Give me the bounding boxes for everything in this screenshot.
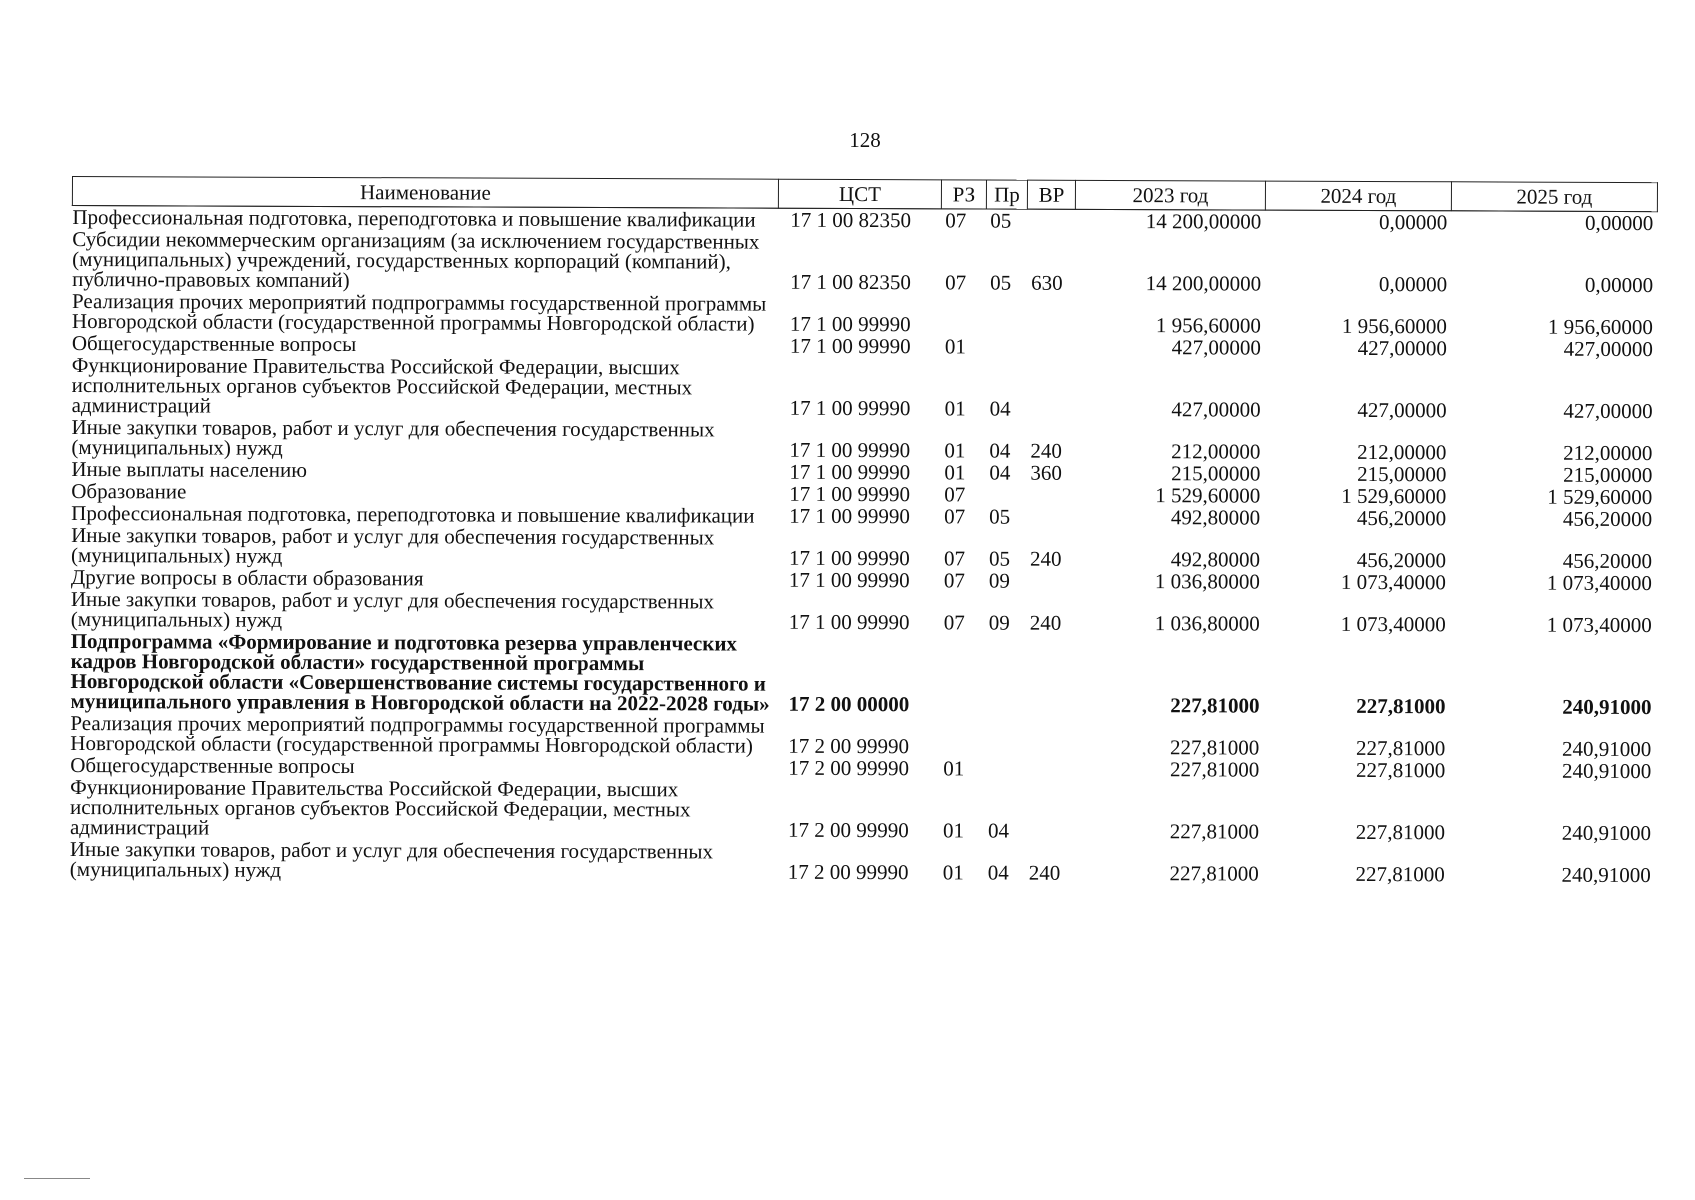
row-2025-cell: 240,91000 bbox=[1562, 694, 1652, 720]
row-2025-cell: 1 956,60000 bbox=[1547, 314, 1653, 340]
row-2023-cell: 1 036,80000 bbox=[1154, 569, 1260, 594]
row-2024-cell: 1 073,40000 bbox=[1340, 569, 1446, 595]
header-pr: Пр bbox=[986, 180, 1027, 209]
row-pr-cell bbox=[984, 634, 1025, 716]
row-2024-cell: 1 529,60000 bbox=[1341, 483, 1447, 509]
row-cst-cell: 17 2 00 99990 bbox=[788, 733, 910, 759]
row-2023-cell: 427,00000 bbox=[1171, 335, 1261, 360]
table-row bbox=[71, 524, 1656, 572]
row-name-cell: Профессиональная подготовка, переподготовка и повышение квалификации bbox=[72, 205, 756, 232]
row-2023-cell: 227,81000 bbox=[1169, 819, 1260, 844]
header-2025: 2025 год bbox=[1451, 182, 1657, 212]
row-name-cell: Иные закупки товаров, работ и услуг для обеспечения государственных (муниципальных) нужд bbox=[69, 836, 714, 882]
row-pr-cell bbox=[985, 484, 1026, 506]
row-rz-cell: 07 bbox=[943, 546, 966, 571]
row-rz-cell: 01 bbox=[944, 460, 966, 485]
table-row bbox=[72, 354, 1657, 422]
row-name-cell: Другие вопросы в области образования bbox=[70, 564, 424, 591]
row-name-cell: Общегосударственные вопросы bbox=[71, 331, 357, 357]
row-2025-cell: 1 529,60000 bbox=[1547, 484, 1653, 510]
row-2023-cell: 1 036,80000 bbox=[1154, 611, 1260, 636]
row-vr-cell bbox=[1027, 209, 1075, 232]
row-pr-cell bbox=[986, 294, 1027, 336]
row-vr-cell: 240 bbox=[1030, 438, 1062, 463]
row-vr-cell bbox=[1025, 634, 1073, 716]
row-2024-cell: 0,00000 bbox=[1379, 210, 1448, 235]
row-2023-cell: 227,81000 bbox=[1170, 693, 1260, 718]
row-rz-cell: 01 bbox=[942, 818, 965, 843]
row-2023-cell: 492,80000 bbox=[1170, 547, 1261, 572]
row-vr-cell bbox=[1027, 336, 1075, 358]
row-vr-cell bbox=[1027, 294, 1075, 336]
row-rz-cell: 01 bbox=[943, 756, 965, 781]
row-2024-cell: 456,20000 bbox=[1356, 547, 1447, 573]
row-cst-cell: 17 2 00 00000 bbox=[788, 691, 910, 717]
footer-rule bbox=[24, 1178, 90, 1179]
row-vr-cell bbox=[1025, 780, 1073, 842]
row-2023-cell: 227,81000 bbox=[1169, 861, 1259, 886]
table-row bbox=[70, 712, 1655, 760]
row-2023-cell: 227,81000 bbox=[1169, 757, 1260, 782]
row-cst-cell: 17 1 00 99990 bbox=[789, 333, 911, 359]
row-rz-cell: 07 bbox=[943, 610, 965, 635]
row-pr-cell: 04 bbox=[989, 460, 1011, 485]
row-2025-cell: 0,00000 bbox=[1584, 272, 1654, 298]
row-cst-cell: 17 1 00 82350 bbox=[790, 207, 912, 233]
row-vr-cell bbox=[1026, 484, 1074, 506]
row-name-cell: Иные выплаты населению bbox=[71, 456, 307, 482]
row-cst-cell: 17 1 00 99990 bbox=[789, 481, 911, 507]
row-2023-cell: 14 200,00000 bbox=[1145, 271, 1262, 296]
row-vr-cell: 360 bbox=[1030, 460, 1062, 485]
row-vr-cell bbox=[1025, 758, 1073, 780]
row-pr-cell: 05 bbox=[990, 270, 1012, 295]
row-rz-cell: 07 bbox=[945, 208, 967, 233]
row-rz-cell bbox=[939, 633, 984, 715]
row-name-cell: Функционирование Правительства Российской Федерации, высших исполнительных органов субъектов Российской Федерации, местных администраций bbox=[71, 353, 693, 418]
row-name-cell: Иные закупки товаров, работ и услуг для обеспечения государственных (муниципальных) нужд bbox=[70, 586, 715, 632]
row-cst-cell: 17 1 00 99990 bbox=[788, 609, 910, 635]
row-2025-cell: 1 073,40000 bbox=[1546, 612, 1652, 638]
row-cst-cell: 17 1 00 99990 bbox=[789, 395, 911, 421]
row-cst-cell: 17 1 00 82350 bbox=[790, 269, 911, 295]
row-vr-cell bbox=[1025, 716, 1073, 758]
row-pr-cell: 09 bbox=[988, 610, 1010, 635]
row-rz-cell: 07 bbox=[945, 270, 967, 295]
row-2023-cell: 492,80000 bbox=[1170, 505, 1261, 530]
row-2025-cell: 427,00000 bbox=[1563, 398, 1653, 424]
row-2023-cell: 215,00000 bbox=[1171, 461, 1261, 486]
row-cst-cell: 17 1 00 99990 bbox=[788, 545, 910, 571]
table-body bbox=[70, 206, 1658, 887]
row-2024-cell: 0,00000 bbox=[1378, 272, 1448, 297]
row-pr-cell: 04 bbox=[987, 818, 1010, 843]
row-2023-cell: 427,00000 bbox=[1171, 397, 1261, 422]
row-2024-cell: 427,00000 bbox=[1357, 397, 1447, 423]
row-name-cell: Субсидии некоммерческим организациям (за исключением государственных (муниципальных) учреждений, государственных корпораций (компаний), публично-правовых компаний) bbox=[72, 227, 760, 293]
header-name: Наименование bbox=[72, 177, 778, 209]
row-name-cell: Реализация прочих мероприятий подпрограммы государственной программы Новгородской области (государственной программы Новгородской области) bbox=[70, 710, 765, 758]
row-name-cell: Иные закупки товаров, работ и услуг для обеспечения государственных (муниципальных) нужд bbox=[70, 522, 715, 568]
budget-table bbox=[69, 176, 1658, 886]
row-rz-cell: 07 bbox=[944, 504, 966, 529]
row-name-cell: Общегосударственные вопросы bbox=[70, 752, 355, 779]
row-2024-cell: 227,81000 bbox=[1355, 757, 1446, 783]
row-2024-cell: 212,00000 bbox=[1357, 439, 1447, 465]
row-2024-cell: 227,81000 bbox=[1355, 819, 1446, 845]
row-pr-cell: 05 bbox=[990, 208, 1012, 233]
row-2024-cell: 215,00000 bbox=[1357, 461, 1447, 487]
row-cst-cell: 17 1 00 99990 bbox=[789, 311, 911, 337]
header-cst: ЦСТ bbox=[778, 179, 941, 209]
row-2025-cell: 240,91000 bbox=[1562, 736, 1652, 762]
row-rz-cell: 01 bbox=[944, 334, 966, 359]
row-vr-cell: 240 bbox=[1029, 546, 1062, 571]
row-2024-cell: 227,81000 bbox=[1356, 693, 1446, 719]
table-row bbox=[72, 290, 1657, 338]
row-2025-cell: 212,00000 bbox=[1563, 440, 1653, 466]
row-rz-cell: 01 bbox=[944, 396, 966, 421]
row-2025-cell: 240,91000 bbox=[1561, 862, 1651, 888]
row-2025-cell: 215,00000 bbox=[1563, 462, 1653, 488]
row-rz-cell: 07 bbox=[943, 568, 965, 593]
page-number: 128 bbox=[849, 128, 881, 152]
row-pr-cell: 04 bbox=[989, 396, 1011, 421]
row-cst-cell: 17 2 00 99990 bbox=[787, 817, 909, 843]
row-rz-cell bbox=[939, 715, 984, 757]
row-2024-cell: 1 956,60000 bbox=[1341, 313, 1447, 339]
row-2025-cell: 427,00000 bbox=[1563, 336, 1653, 362]
row-name-cell: Подпрограмма «Формирование и подготовка резерва управленческих кадров Новгородской области» государственной программы Новгородской области «Совершенствование системы государственного и муниципального управления в Новгородской области на 2022-2028 годы» bbox=[70, 628, 770, 716]
row-2025-cell: 240,91000 bbox=[1561, 820, 1652, 846]
row-pr-cell: 05 bbox=[988, 546, 1011, 571]
table-row bbox=[71, 588, 1656, 636]
row-2023-cell: 1 956,60000 bbox=[1155, 313, 1261, 338]
row-cst-cell: 17 2 00 99990 bbox=[787, 859, 909, 885]
row-2025-cell: 1 073,40000 bbox=[1546, 570, 1652, 596]
row-rz-cell: 01 bbox=[944, 438, 966, 463]
row-rz-cell bbox=[941, 293, 986, 335]
header-vr: ВР bbox=[1027, 180, 1075, 209]
row-pr-cell: 09 bbox=[988, 568, 1010, 593]
row-pr-cell: 05 bbox=[989, 504, 1011, 529]
row-rz-cell: 07 bbox=[944, 482, 966, 507]
table-row bbox=[71, 416, 1656, 464]
row-2025-cell: 456,20000 bbox=[1562, 548, 1653, 574]
row-vr-cell: 240 bbox=[1029, 610, 1062, 635]
row-cst-cell: 17 1 00 99990 bbox=[788, 567, 910, 593]
row-name-cell: Профессиональная подготовка, переподготовка и повышение квалификации bbox=[71, 500, 755, 528]
row-2023-cell: 14 200,00000 bbox=[1145, 209, 1262, 234]
budget-document bbox=[69, 176, 1657, 886]
row-pr-cell: 04 bbox=[989, 438, 1011, 463]
row-pr-cell: 04 bbox=[987, 860, 1009, 885]
row-name-cell: Иные закупки товаров, работ и услуг для обеспечения государственных (муниципальных) нужд bbox=[71, 415, 715, 460]
row-2024-cell: 1 073,40000 bbox=[1340, 611, 1446, 637]
row-vr-cell: 630 bbox=[1031, 270, 1063, 295]
row-name-cell: Образование bbox=[71, 478, 187, 504]
row-vr-cell bbox=[1026, 570, 1074, 592]
row-2023-cell: 212,00000 bbox=[1171, 439, 1261, 464]
row-name-cell: Реализация прочих мероприятий подпрограммы государственной программы Новгородской области (государственной программы Новгородской области) bbox=[71, 289, 767, 336]
row-2025-cell: 240,91000 bbox=[1561, 758, 1652, 784]
row-pr-cell bbox=[984, 758, 1025, 780]
row-2024-cell: 456,20000 bbox=[1356, 505, 1447, 531]
table-row bbox=[70, 630, 1655, 718]
row-2025-cell: 456,20000 bbox=[1562, 506, 1653, 532]
row-2024-cell: 227,81000 bbox=[1356, 735, 1446, 761]
table-row bbox=[70, 838, 1655, 886]
row-rz-cell: 01 bbox=[942, 860, 964, 885]
row-pr-cell bbox=[986, 336, 1027, 358]
row-vr-cell: 240 bbox=[1028, 860, 1061, 885]
row-2023-cell: 1 529,60000 bbox=[1155, 483, 1261, 508]
row-2023-cell: 227,81000 bbox=[1170, 735, 1260, 760]
row-cst-cell: 17 2 00 99990 bbox=[788, 755, 910, 781]
row-2024-cell: 227,81000 bbox=[1355, 861, 1445, 887]
table-row bbox=[70, 776, 1655, 844]
header-2024: 2024 год bbox=[1265, 181, 1451, 211]
row-pr-cell bbox=[984, 716, 1025, 758]
header-2023: 2023 год bbox=[1075, 180, 1265, 210]
table-row bbox=[72, 228, 1657, 296]
row-cst-cell: 17 1 00 99990 bbox=[789, 459, 911, 485]
row-vr-cell bbox=[1027, 358, 1075, 420]
header-rz: РЗ bbox=[941, 180, 986, 209]
row-2025-cell: 0,00000 bbox=[1585, 210, 1654, 236]
row-name-cell: Функционирование Правительства Российской Федерации, высших исполнительных органов субъектов Российской Федерации, местных администраций bbox=[69, 774, 691, 840]
row-cst-cell: 17 1 00 99990 bbox=[789, 437, 911, 463]
row-vr-cell bbox=[1026, 506, 1074, 528]
row-2024-cell: 427,00000 bbox=[1357, 335, 1447, 361]
row-cst-cell: 17 1 00 99990 bbox=[789, 503, 910, 529]
